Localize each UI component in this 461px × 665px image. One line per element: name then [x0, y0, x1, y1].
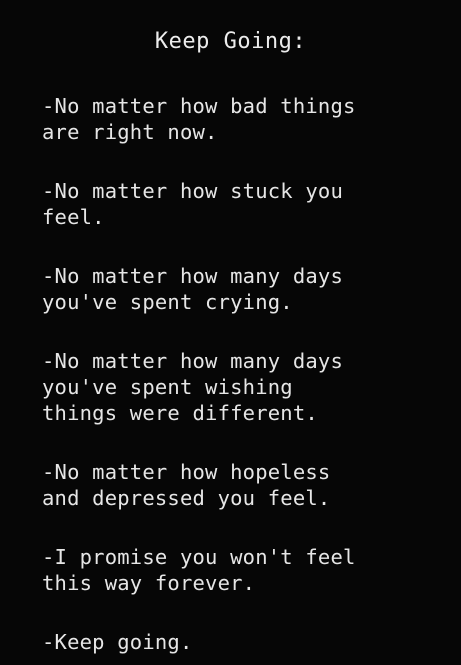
quote-title: Keep Going: — [154, 29, 307, 54]
quote-line-2: -No matter how stuck you feel. — [42, 179, 344, 229]
quote-line-3: -No matter how many days you've spent crying. — [42, 264, 344, 314]
quote-line-1: -No matter how bad things are right now. — [42, 94, 356, 144]
quote-line-6: -I promise you won't feel this way forever. — [42, 545, 356, 595]
quote-line-4: -No matter how many days you've spent wishing things were different. — [42, 349, 344, 425]
quote-line-7: -Keep going. — [42, 630, 193, 654]
quote-lines — [42, 93, 452, 655]
quote-line-5: -No matter how hopeless and depressed you feel. — [42, 460, 331, 510]
